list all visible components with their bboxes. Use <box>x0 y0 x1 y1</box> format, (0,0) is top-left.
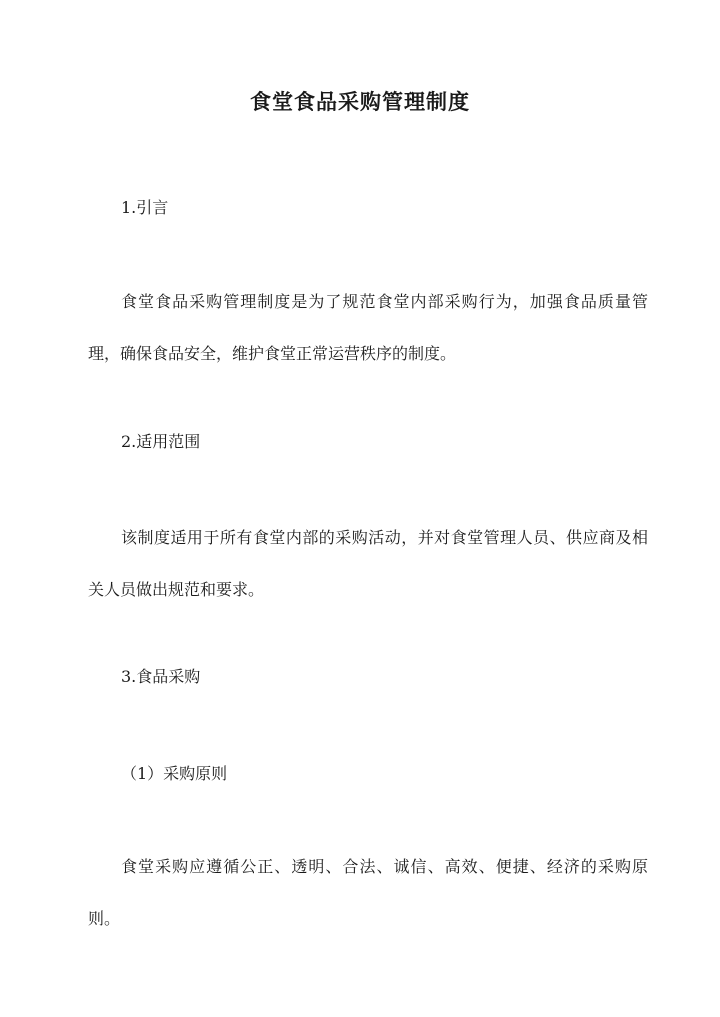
section-heading-introduction: 1.引言 <box>121 198 169 217</box>
section-paragraph-introduction: 食堂食品采购管理制度是为了规范食堂内部采购行为，加强食品质量管理，确保食品安全，维护食堂正常运营秩序的制度。 <box>88 292 648 363</box>
section-paragraph-scope: 该制度适用于所有食堂内部的采购活动，并对食堂管理人员、供应商及相关人员做出规范和要求。 <box>88 528 648 599</box>
section-heading-scope: 2.适用范围 <box>121 432 201 451</box>
section-heading-food-procurement: 3.食品采购 <box>121 667 201 686</box>
subsection-heading-procurement-principles: （1）采购原则 <box>121 764 228 783</box>
document-title: 食堂食品采购管理制度 <box>250 89 470 114</box>
subsection-paragraph-procurement-principles: 食堂采购应遵循公正、透明、合法、诚信、高效、便捷、经济的采购原则。 <box>88 857 648 928</box>
